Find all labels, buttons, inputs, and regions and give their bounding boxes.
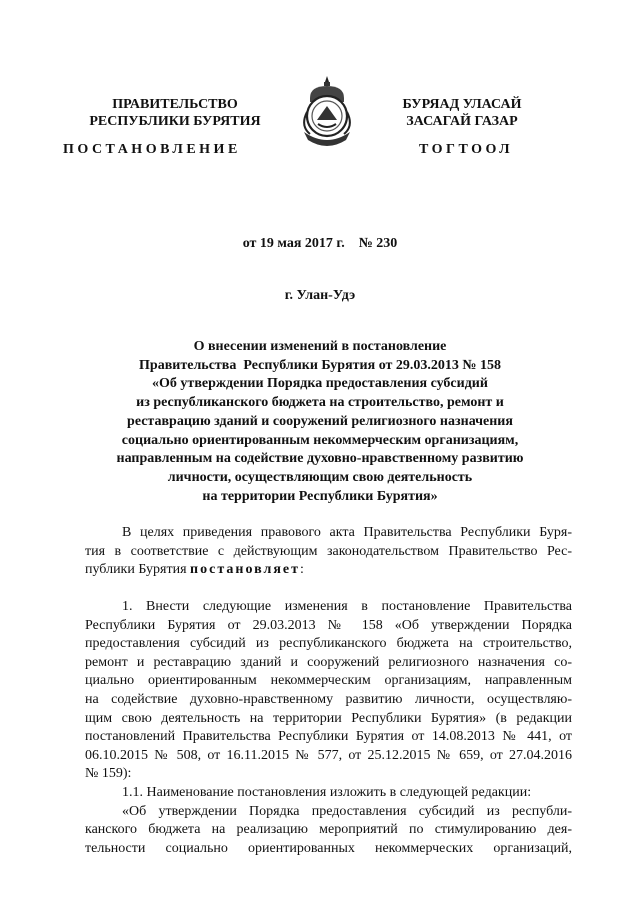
body-line: ремонт и реставрацию зданий и сооружений религиозного назначения со- xyxy=(85,654,572,670)
body-line: на содействие духовно-нравственному развитию личности, осуществляю- xyxy=(85,691,572,707)
decree-date-number: от 19 мая 2017 г. № 230 xyxy=(242,236,398,251)
government-name-ru xyxy=(50,96,300,130)
body-line: 1. Внести следующие изменения в постановление Правительства xyxy=(122,599,572,614)
title-line: из республиканского бюджета на строительство, ремонт и xyxy=(136,395,504,411)
body-paragraphs xyxy=(85,598,572,858)
government-name-line-2: РЕСПУБЛИКИ БУРЯТИЯ xyxy=(89,114,261,129)
government-name-bur-line-1: БУРЯАД УЛАСАЙ xyxy=(402,97,522,112)
body-line: тельности социально ориентированных некоммерческих организаций, xyxy=(85,840,572,856)
decree-title xyxy=(0,338,640,506)
government-name-line-1: ПРАВИТЕЛЬСТВО xyxy=(112,97,238,112)
body-line: 1.1. Наименование постановления изложить в следующей редакции: xyxy=(122,784,532,800)
body-line: щим свою деятельность на территории Республики Бурятия» (в редакции xyxy=(85,710,572,726)
title-line: социально ориентированным некоммерческим организациям, xyxy=(121,432,519,448)
title-line: личности, осуществляющим свою деятельность xyxy=(167,469,473,485)
body-line: № 159): xyxy=(85,766,132,782)
body-line: предоставления субсидий из республиканского бюджета на строительство, xyxy=(85,636,572,652)
document-type-bur: ТОГТООЛ xyxy=(419,142,514,157)
body-line: Республики Бурятия от 29.03.2013 № 158 «Об утверждении Порядка xyxy=(85,617,572,633)
preamble-prefix: публики Бурятия xyxy=(85,562,191,578)
title-line: реставрацию зданий и сооружений религиозного назначения xyxy=(127,413,513,429)
decree-city: г. Улан-Удэ xyxy=(284,288,356,303)
document-type-ru: ПОСТАНОВЛЕНИЕ xyxy=(63,142,241,157)
preamble-line-last xyxy=(85,561,572,580)
preamble-suffix: : xyxy=(300,562,304,578)
government-name-bur-line-2: ЗАСАГАЙ ГАЗАР xyxy=(406,114,518,129)
title-line: на территории Республики Бурятия» xyxy=(202,488,438,504)
body-line: постановлений Правительства Республики Бурятия от 14.08.2013 № 441, от xyxy=(85,729,572,745)
title-line: «Об утверждении Порядка предоставления субсидий xyxy=(152,376,488,392)
body-line: канского бюджета на реализацию мероприятий по стимулированию дея- xyxy=(85,822,572,838)
title-line: О внесении изменений в постановление xyxy=(193,339,447,354)
body-line: «Об утверждении Порядка предоставления субсидий из республи- xyxy=(122,803,572,819)
preamble-paragraph xyxy=(85,524,572,580)
title-line: Правительства Республики Бурятия от 29.03.2013 № 158 xyxy=(139,357,501,373)
coat-of-arms-icon xyxy=(296,74,358,154)
preamble-line: тия в соответствие с действующим законодательством Правительство Рес- xyxy=(85,543,572,559)
body-line: 06.10.2015 № 508, от 16.11.2015 № 577, от 25.12.2015 № 659, от 27.04.2016 xyxy=(85,747,572,763)
decree-word: постановляет xyxy=(190,562,300,578)
body-line: циально ориентированным некоммерческим организациям, направленным xyxy=(85,673,572,689)
title-line: направленным на содействие духовно-нравственному развитию xyxy=(116,451,524,467)
preamble-line: В целях приведения правового акта Правительства Республики Буря- xyxy=(122,525,572,540)
government-name-bur xyxy=(362,96,562,130)
